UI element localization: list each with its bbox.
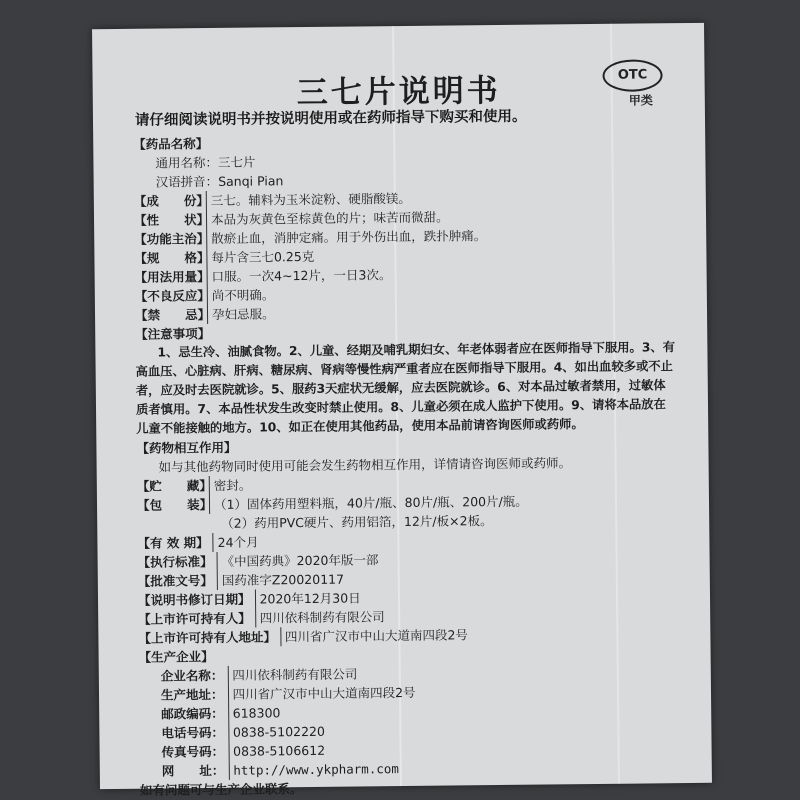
section-header-name: 【药品名称】 <box>133 136 209 152</box>
footer-note: 如有问题可与生产企业联系。 <box>139 781 303 798</box>
pinyin-label: 汉语拼音： <box>155 173 219 190</box>
usage-warning: 请仔细阅读说明书并按说明使用或在药师指导下购买和使用。 <box>134 108 527 129</box>
field-label: 【上市许可持有人地址】 <box>138 627 281 647</box>
manufacturer-label: 企业名称： <box>161 666 229 686</box>
field-label: 【有 效 期】 <box>137 533 213 553</box>
website-value: http://www.ykpharm.com <box>233 761 399 778</box>
package-line-1: （1）固体药用塑料瓶，40片/瓶、80片/瓶、200片/瓶。 <box>213 493 528 512</box>
field-value: 本品为灰黄色至棕黄色的片；味苦而微甜。 <box>210 209 449 227</box>
field-value: 四川省广汉市中山大道南四段2号 <box>284 627 468 645</box>
field-label: 【说明书修订日期】 <box>138 590 256 610</box>
field-label: 【上市许可持有人】 <box>138 609 256 629</box>
otc-category: 甲类 <box>628 93 653 108</box>
field-value: 散瘀止血，消肿定痛。用于外伤出血，跌扑肿痛。 <box>211 228 487 246</box>
generic-name-value: 三七片 <box>217 154 256 170</box>
field-label: 【功能主治】 <box>134 231 210 247</box>
manufacturer-label: 网 址： <box>162 761 230 781</box>
manufacturer-value: 618300 <box>232 705 281 721</box>
section-header-precautions: 【注意事项】 <box>135 326 211 342</box>
field-label: 【批准文号】 <box>138 571 218 591</box>
field-value: 孕妇忌服。 <box>211 306 275 322</box>
section-header-manufacturer: 【生产企业】 <box>138 648 214 665</box>
field-label: 【贮 藏】 <box>136 477 212 494</box>
field-value: 每片含三七0.25克 <box>211 248 315 265</box>
manufacturer-value: 四川依科制药有限公司 <box>232 666 358 683</box>
field-value: 口服。一次4~12片，一日3次。 <box>211 267 392 284</box>
section-header-interactions: 【药物相互作用】 <box>136 439 237 456</box>
manufacturer-label: 电话号码： <box>161 723 229 743</box>
manufacturer-value: 0838-5106612 <box>233 742 326 759</box>
field-label: 【禁 忌】 <box>134 307 211 323</box>
document-title: 三七片说明书 <box>296 72 501 112</box>
field-value: 四川依科制药有限公司 <box>259 609 385 626</box>
otc-badge: OTC <box>602 59 662 92</box>
precautions-text: 1、忌生冷、油腻食物。2、儿童、经期及哺乳期妇女、年老体弱者应在医师指导下服用。3、有高血压、心脏病、肝病、糖尿病、肾病等慢性病严重者应在医师指导下服用。4、如出血较多或不止者，应及时去医院就诊。5、服药3天症状无缓解，应去医院就诊。6、对本品过敏者禁用，过敏体质者慎用。7、本品性状发生改变时禁止使用。8、儿童必须在成人监护下使用。9、请将本品放在儿童不能接触的地方。10、如正在使用其他药品，使用本品前请咨询医师或药师。 <box>135 340 676 436</box>
manufacturer-value: 0838-5102220 <box>232 723 325 740</box>
field-label: 【不良反应】 <box>134 288 210 304</box>
field-value: 2020年12月30日 <box>259 590 361 607</box>
field-label: 【成 份】 <box>133 193 209 209</box>
field-value: 三七。辅料为玉米淀粉、硬脂酸镁。 <box>210 190 411 208</box>
document-body <box>133 129 680 800</box>
field-value: 24个月 <box>217 534 259 550</box>
package-line-2: （2）药用PVC硬片、药用铝箔，12片/板×2板。 <box>221 513 493 531</box>
field-value: 密封。 <box>213 477 252 493</box>
field-label: 【包 装】 <box>136 496 213 513</box>
field-value: 国药准字Z20020117 <box>221 571 345 588</box>
field-value: 尚不明确。 <box>211 287 275 303</box>
field-label: 【用法用量】 <box>134 269 210 285</box>
field-label: 【执行标准】 <box>138 552 218 572</box>
manufacturer-value: 四川省广汉市中山大道南四段2号 <box>232 684 416 702</box>
field-label: 【性 状】 <box>133 212 210 228</box>
generic-name-label: 通用名称： <box>155 154 219 171</box>
manufacturer-label: 邮政编码： <box>161 704 229 724</box>
instruction-sheet <box>92 23 712 798</box>
interactions-text: 如与其他药物同时使用可能会发生药物相互作用，详情请咨询医师或药师。 <box>158 455 572 475</box>
field-value: 《中国药典》2020年版一部 <box>221 552 379 569</box>
pinyin-value: Sanqi Pian <box>218 173 284 189</box>
manufacturer-label: 传真号码： <box>162 742 230 762</box>
field-label: 【规 格】 <box>134 250 210 266</box>
manufacturer-label: 生产地址： <box>161 685 229 705</box>
